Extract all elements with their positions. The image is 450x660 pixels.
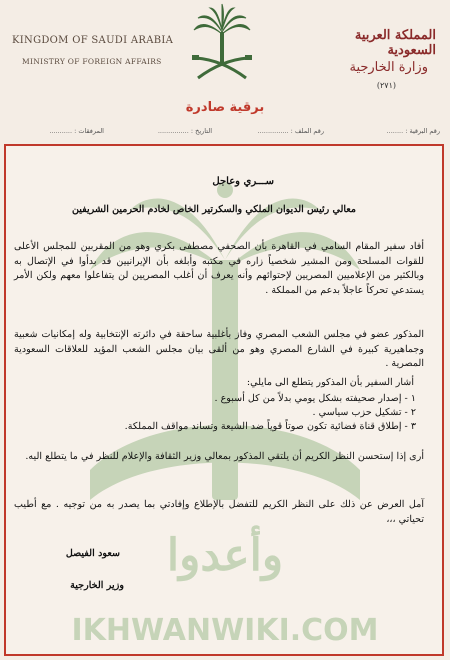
signature-name: سعود الفيصل <box>65 548 120 559</box>
list-intro: أشار السفير بأن المذكور يتطلع الى مايلي: <box>246 377 414 388</box>
document-number: (٢٧١) <box>376 81 396 90</box>
file-number-field: رقم الملف : ............... <box>257 127 324 135</box>
classification-label: ســـري وعاجل <box>212 176 274 187</box>
cable-number-field: رقم البرقية : ........ <box>386 127 440 135</box>
date-field: التاريخ : ............... <box>157 127 212 135</box>
signature-title: وزير الخارجية <box>70 580 124 591</box>
cable-title: برقية صادرة <box>185 100 265 115</box>
header-english <box>12 35 182 66</box>
addressee-line: معالي رئيس الديوان الملكي والسكرتير الخاص لخادم الحرمين الشريفين <box>72 204 356 215</box>
request-list <box>125 392 416 434</box>
ministry-label: MINISTRY OF FOREIGN AFFAIRS <box>22 57 162 66</box>
attachments-field: المرفقات : ........... <box>49 127 104 135</box>
ministry-arabic-label: وزارة الخارجية <box>349 60 428 75</box>
watermark-arabic-text: وأعدوا <box>166 530 284 581</box>
paragraph-4: آمل العرض عن ذلك على النظر الكريم للتفضل بالإطلاع وإفادتي بما يصدر به من توجيه . مع أطيب تحياتي ،،، <box>14 499 424 525</box>
list-item: ١ - إصدار صحيفته بشكل يومي بدلاً من كل أسبوع . <box>214 393 416 404</box>
kingdom-label: KINGDOM OF SAUDI ARABIA <box>12 35 174 46</box>
list-item: ٣ - إطلاق قناة فضائية تكون صوتاً قوياً ضد الشيعة وتساند مواقف المملكة. <box>124 421 416 432</box>
kingdom-arabic-label: المملكة العربية السعودية <box>354 28 436 58</box>
saudi-emblem-icon <box>186 0 258 90</box>
header-arabic <box>306 28 436 90</box>
paragraph-3: أرى إذا إستحسن النظر الكريم أن يلتقي المذكور بمعالي وزير الثقافة والإعلام للنظر في ما يتطلع اليه. <box>25 451 424 462</box>
paragraph-1: أفاد سفير المقام السامي في القاهرة بأن الصحفي مصطفى بكري وهو من المقربين للمجلس الأعلى للقوات المسلحة ومن المشير شخصياً زاره في مكتبه وأبلغه بأن الإيرانيين قد بدأوا في الإتصال به وبالكثير من الإعلاميين المصريين لإحتوائهم وأنه يعرف أن أغلب المصريين لن يتفاعلوا معهم ولكن الأمر يستدعي تحركاً عاجلاً بدعم من المملكة . <box>14 241 424 296</box>
paragraph-2: المذكور عضو في مجلس الشعب المصري وفاز بأغلبية ساحقة في دائرته الإنتخابية وله إمكانيات شعبية وجماهيرية كبيرة في الشارع المصري وهو من ألقى بيان مجلس الشعب المؤيد للعلاقات السعودية المصرية . <box>14 329 424 370</box>
cable-fields-row <box>8 123 444 137</box>
watermark-site-text: IKHWANWIKI.COM <box>71 613 379 648</box>
list-item: ٢ - تشكيل حزب سياسي . <box>312 407 416 418</box>
